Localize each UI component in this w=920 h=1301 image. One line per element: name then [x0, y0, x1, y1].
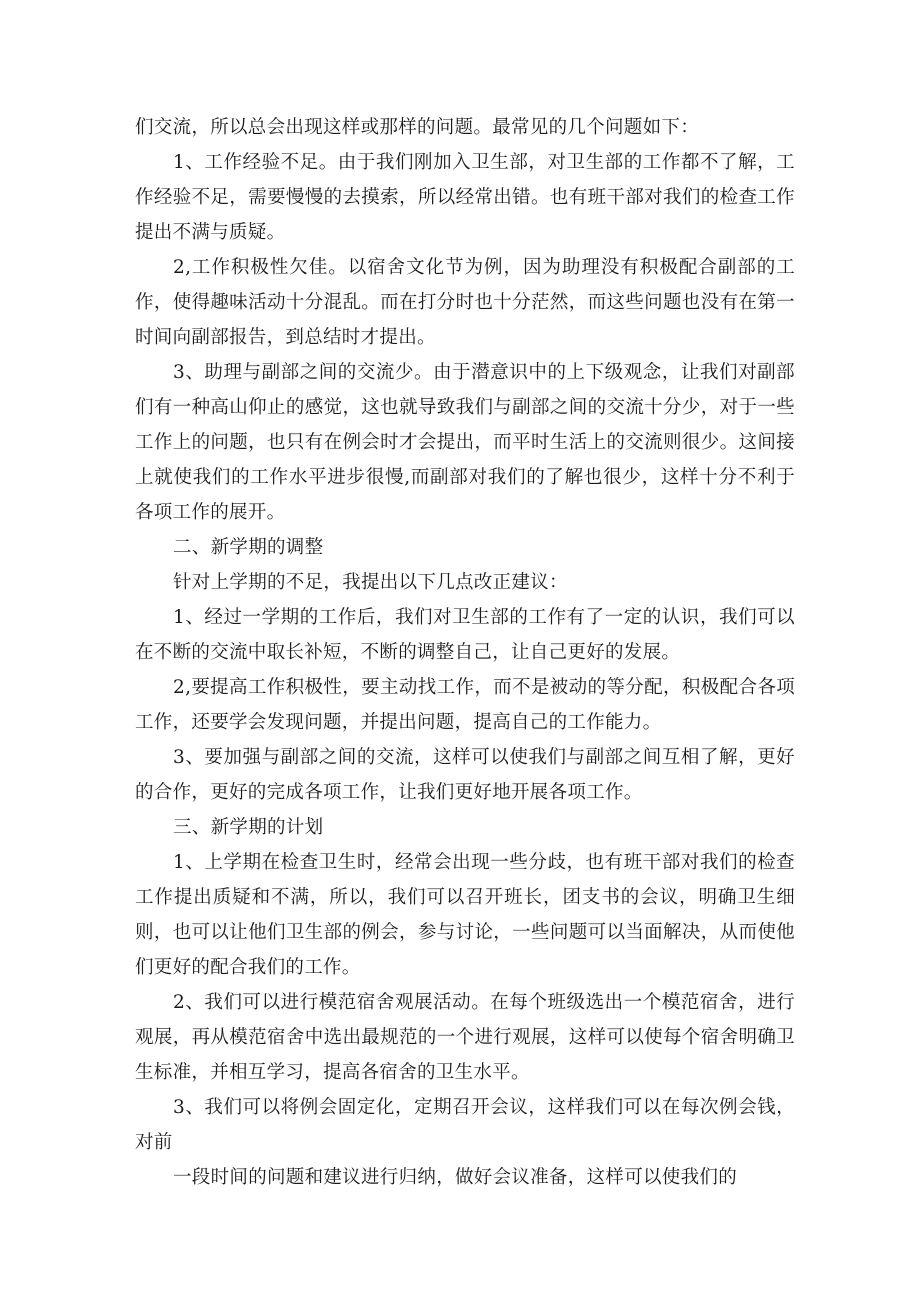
paragraph-problem-3: 3、助理与副部之间的交流少。由于潜意识中的上下级观念，让我们对副部们有一种高山仰止的感觉，这也就导致我们与副部之间的交流十分少，对于一些工作上的问题，也只有在例会时才会提出，而平时生活上的交流则很少。这间接上就使我们的工作水平进步很慢,而副部对我们的了解也很少，这样十分不利于各项工作的展开。 [135, 362, 795, 523]
section-heading-adjustment: 二、新学期的调整 [173, 537, 324, 558]
paragraph-plan-1: 1、上学期在检查卫生时，经常会出现一些分歧，也有班干部对我们的检查工作提出质疑和不满，所以，我们可以召开班长，团支书的会议，明确卫生细则，也可以让他们卫生部的例会，参与讨论，一些问题可以当面解决，从而使他们更好的配合我们的工作。 [135, 852, 795, 978]
document-body [135, 110, 795, 1195]
paragraph-suggestion-intro: 针对上学期的不足，我提出以下几点改正建议： [173, 572, 568, 593]
paragraph-suggestion-2: 2,要提高工作积极性，要主动找工作，而不是被动的等分配，积极配合各项工作，还要学会发现问题，并提出问题，提高自己的工作能力。 [135, 677, 795, 733]
paragraph-problem-2: 2,工作积极性欠佳。以宿舍文化节为例，因为助理没有积极配合副部的工作，使得趣味活动十分混乱。而在打分时也十分茫然，而这些问题也没有在第一时间向副部报告，到总结时才提出。 [135, 257, 795, 348]
paragraph-continuation: 们交流，所以总会出现这样或那样的问题。最常见的几个问题如下： [135, 117, 700, 138]
paragraph-plan-2: 2、我们可以进行模范宿舍观展活动。在每个班级选出一个模范宿舍，进行观展，再从模范宿舍中选出最规范的一个进行观展，这样可以使每个宿舍明确卫生标准，并相互学习，提高各宿舍的卫生水平。 [135, 992, 795, 1083]
section-heading-plan: 三、新学期的计划 [173, 817, 324, 838]
paragraph-plan-3-continued: 一段时间的问题和建议进行归纳，做好会议准备，这样可以使我们的 [173, 1167, 738, 1188]
paragraph-suggestion-3: 3、要加强与副部之间的交流，这样可以使我们与副部之间互相了解，更好的合作，更好的完成各项工作，让我们更好地开展各项工作。 [135, 747, 795, 803]
paragraph-suggestion-1: 1、经过一学期的工作后，我们对卫生部的工作有了一定的认识，我们可以在不断的交流中取长补短，不断的调整自己，让自己更好的发展。 [135, 607, 795, 663]
paragraph-plan-3: 3、我们可以将例会固定化，定期召开会议，这样我们可以在每次例会钱，对前 [135, 1097, 795, 1153]
paragraph-problem-1: 1、工作经验不足。由于我们刚加入卫生部，对卫生部的工作都不了解，工作经验不足，需要慢慢的去摸索，所以经常出错。也有班干部对我们的检查工作提出不满与质疑。 [135, 152, 795, 243]
